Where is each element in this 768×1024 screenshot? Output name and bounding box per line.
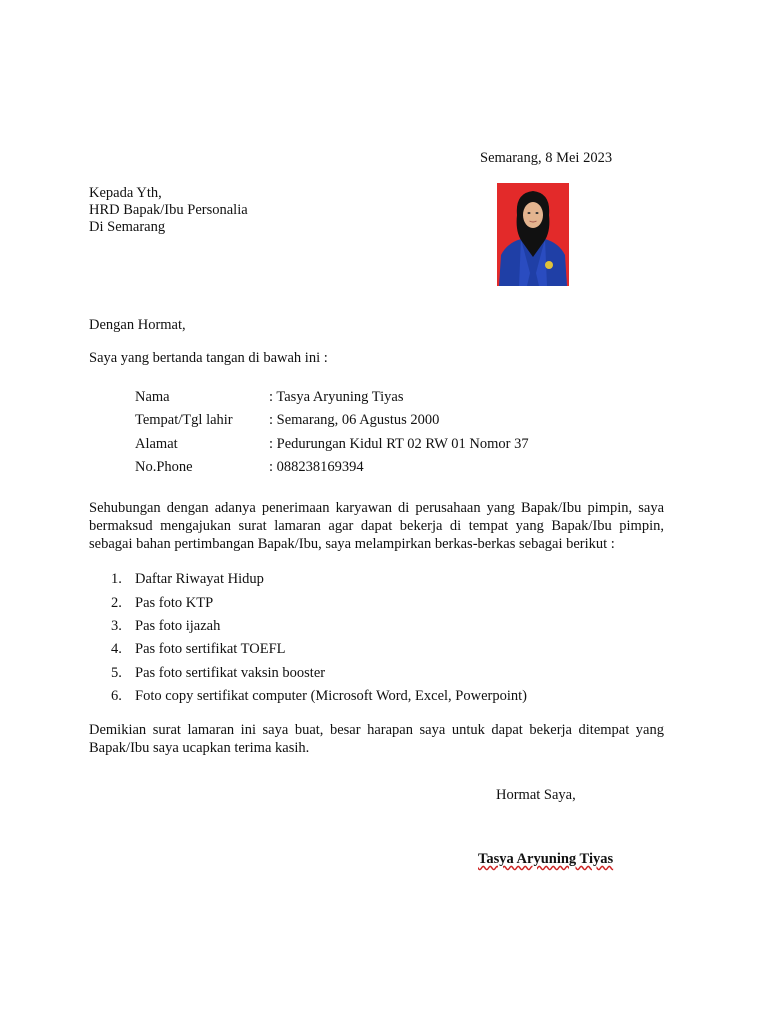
recipient-line-1: Kepada Yth, [89,185,162,201]
closing-salutation: Hormat Saya, [496,787,576,803]
recipient-line-3: Di Semarang [89,219,166,235]
body-paragraph-1: Sehubungan dengan adanya penerimaan karyawan di perusahaan yang Bapak/Ibu pimpin, saya bermaksud mengajukan surat lamaran agar dapat bekerja di tempat yang Bapak/Ibu pimpin, sebagai bahan pertimbangan Bapak/Ibu, saya melampirkan berkas-berkas sebagai berikut : [89,500,664,552]
applicant-photo [497,183,569,286]
detail-value-birth: : Semarang, 06 Agustus 2000 [269,412,440,428]
list-item-number: 1. [111,571,122,587]
detail-value-name: : Tasya Aryuning Tiyas [269,389,404,405]
list-item-number: 5. [111,665,122,681]
detail-value-address: : Pedurungan Kidul RT 02 RW 01 Nomor 37 [269,436,529,452]
list-item-number: 2. [111,595,122,611]
intro-line: Saya yang bertanda tangan di bawah ini : [89,350,328,366]
detail-label-birth: Tempat/Tgl lahir [135,412,233,428]
detail-label-address: Alamat [135,436,178,452]
body-paragraph-2: Demikian surat lamaran ini saya buat, besar harapan saya untuk dapat bekerja ditempat yang Bapak/Ibu saya ucapkan terima kasih. [89,722,664,756]
signature-name: Tasya Aryuning Tiyas [478,851,614,867]
list-item-number: 3. [111,618,122,634]
list-item: Pas foto sertifikat TOEFL [135,641,286,657]
detail-label-name: Nama [135,389,170,405]
list-item-number: 6. [111,688,122,704]
detail-value-phone: : 088238169394 [269,459,364,475]
detail-label-phone: No.Phone [135,459,193,475]
list-item: Foto copy sertifikat computer (Microsoft Word, Excel, Powerpoint) [135,688,527,704]
list-item: Pas foto ijazah [135,618,221,634]
recipient-line-2: HRD Bapak/Ibu Personalia [89,202,248,218]
letter-date: Semarang, 8 Mei 2023 [480,150,613,166]
list-item-number: 4. [111,641,122,657]
list-item: Daftar Riwayat Hidup [135,571,264,587]
greeting: Dengan Hormat, [89,317,186,333]
list-item: Pas foto KTP [135,595,214,611]
list-item: Pas foto sertifikat vaksin booster [135,665,326,681]
